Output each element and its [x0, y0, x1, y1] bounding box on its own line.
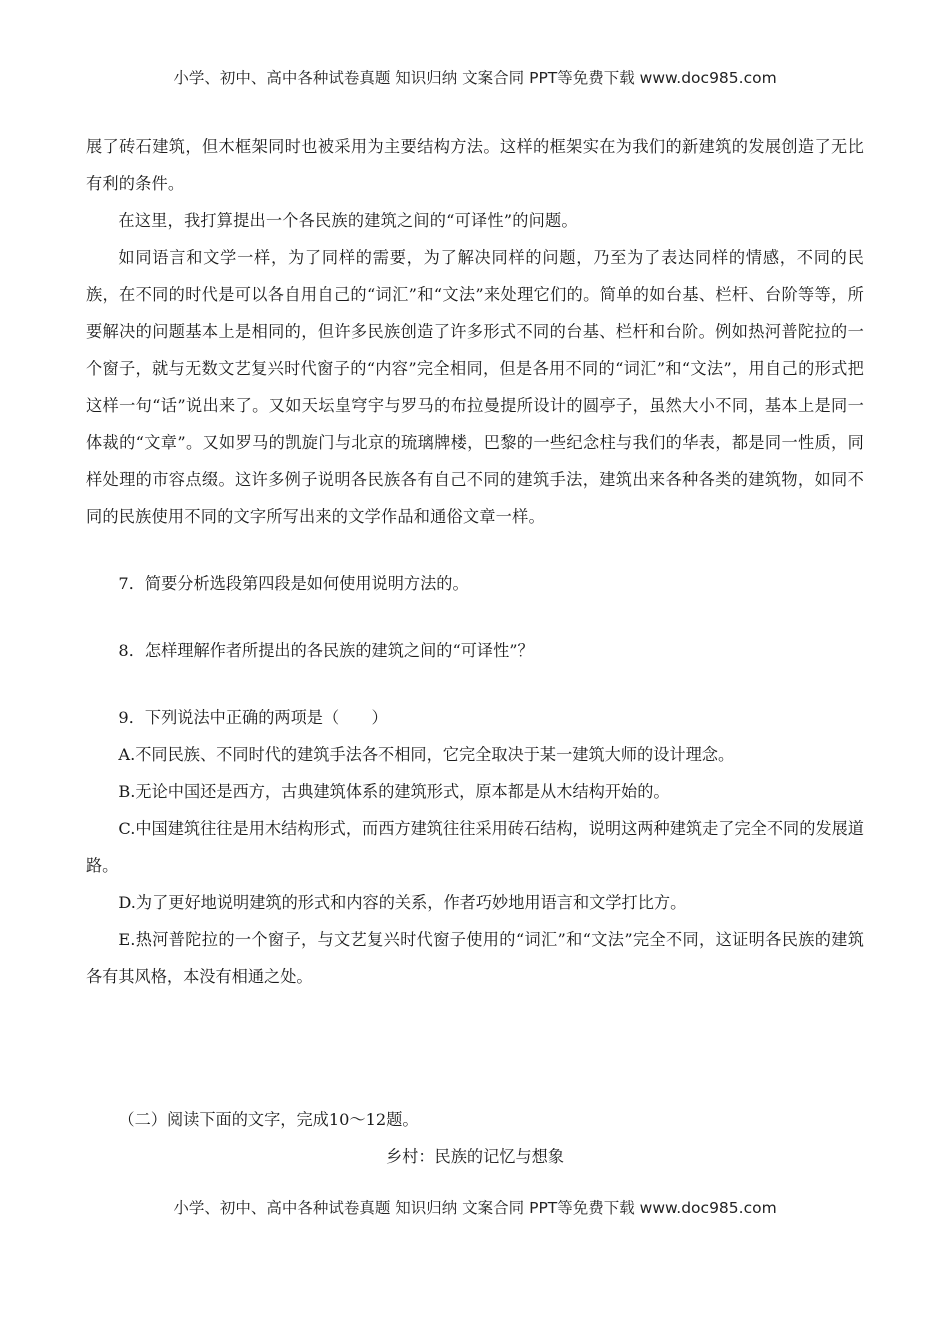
question-9-option-b: B.无论中国还是西方，古典建筑体系的建筑形式，原本都是从木结构开始的。 [118, 782, 670, 801]
question-9-stem: 9．下列说法中正确的两项是（ ） [118, 708, 388, 727]
page-footer: 小学、初中、高中各种试卷真题 知识归纳 文案合同 PPT等免费下载 www.doc985.com [173, 1199, 777, 1217]
question-9-option-a: A.不同民族、不同时代的建筑手法各不相同，它完全取决于某一建筑大师的设计理念。 [118, 745, 735, 764]
section-2-intro: （二）阅读下面的文字，完成10～12题。 [118, 1110, 419, 1129]
page-content [86, 128, 864, 1175]
question-9-option-e: E.热河普陀拉的一个窗子，与文艺复兴时代窗子使用的“词汇”和“文法”完全不同，这证明各民族的建筑各有其风格，本没有相通之处。 [86, 930, 864, 986]
question-8: 8．怎样理解作者所提出的各民族的建筑之间的“可译性”？ [118, 641, 534, 660]
passage-paragraph-3: 如同语言和文学一样，为了同样的需要，为了解决同样的问题，乃至为了表达同样的情感，不同的民族，在不同的时代是可以各自用自己的“词汇”和“文法”来处理它们的。简单的如台基、栏杆、台阶等等，所要解决的问题基本上是相同的，但许多民族创造了许多形式不同的台基、栏杆和台阶。例如热河普陀拉的一个窗子，就与无数文艺复兴时代窗子的“内容”完全相同，但是各用不同的“词汇”和“文法”，用自己的形式把这样一句“话”说出来了。又如天坛皇穹宇与罗马的布拉曼提所设计的圆亭子，虽然大小不同，基本上是同一体裁的“文章”。又如罗马的凯旋门与北京的琉璃牌楼，巴黎的一些纪念柱与我们的华表，都是同一性质，同样处理的市容点缀。这许多例子说明各民族各有自己不同的建筑手法，建筑出来各种各类的建筑物，如同不同的民族使用不同的文字所写出来的文学作品和通俗文章一样。 [86, 248, 864, 526]
question-9-option-d: D.为了更好地说明建筑的形式和内容的关系，作者巧妙地用语言和文学打比方。 [118, 893, 687, 912]
passage-paragraph-2: 在这里，我打算提出一个各民族的建筑之间的“可译性”的问题。 [118, 211, 578, 230]
page-header: 小学、初中、高中各种试卷真题 知识归纳 文案合同 PPT等免费下载 www.doc985.com [173, 69, 777, 87]
passage-paragraph-1: 展了砖石建筑，但木框架同时也被采用为主要结构方法。这样的框架实在为我们的新建筑的发展创造了无比有利的条件。 [86, 137, 864, 193]
question-7: 7．简要分析选段第四段是如何使用说明方法的。 [118, 574, 469, 593]
question-9-option-c: C.中国建筑往往是用木结构形式，而西方建筑往往采用砖石结构，说明这两种建筑走了完全不同的发展道路。 [86, 819, 864, 875]
section-2-title: 乡村：民族的记忆与想象 [385, 1147, 565, 1166]
